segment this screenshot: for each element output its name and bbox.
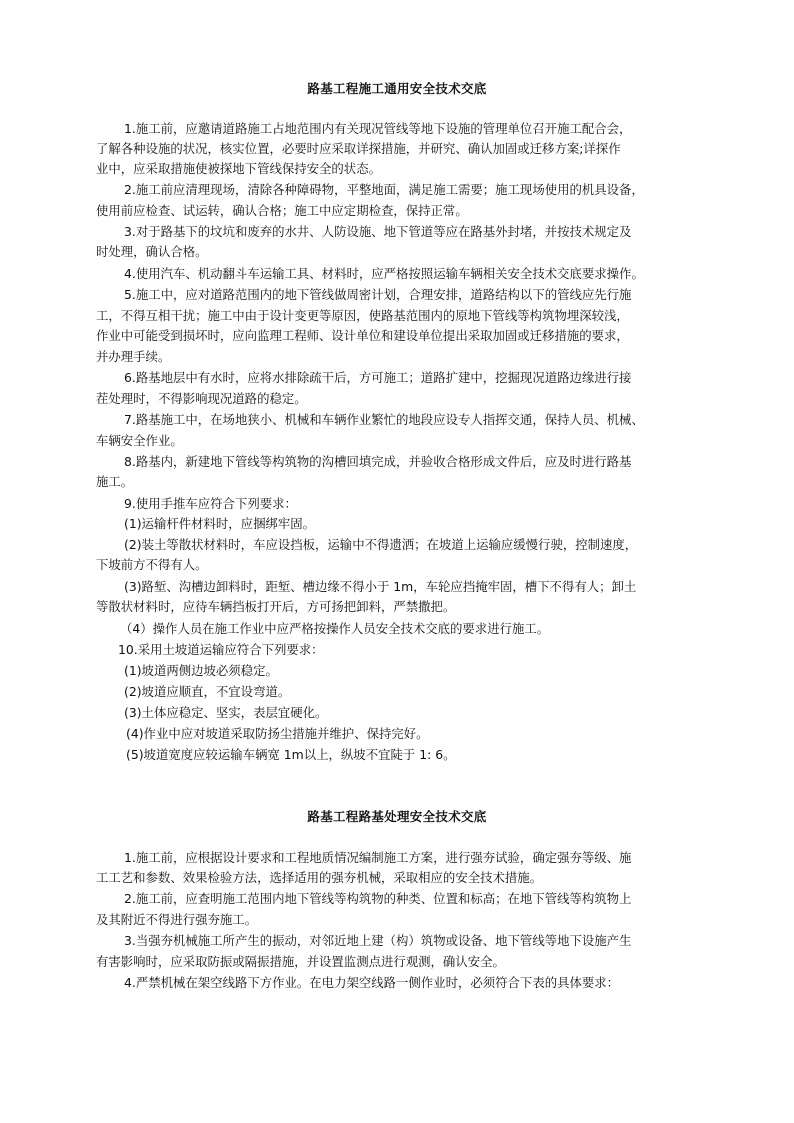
text-line: 时处理，确认合格。 bbox=[96, 244, 208, 259]
text-line: (3)土体应稳定、坚实，表层宜硬化。 bbox=[124, 705, 328, 720]
text-line: 了解各种设施的状况，核实位置，必要时应采取详探措施，并研究、确认加固或迁移方案;详探作 bbox=[96, 141, 621, 156]
text-line: 有害影响时，应采取防振或隔振措施，并设置监测点进行观测，确认安全。 bbox=[96, 954, 505, 969]
text-line: 8.路基内，新建地下管线等构筑物的沟槽回填完成，并验收合格形成文件后，应及时进行路基 bbox=[124, 454, 632, 469]
text-line: 6.路基地层中有水时，应将水排除疏干后，方可施工；道路扩建中，挖掘现况道路边缘进行接 bbox=[124, 370, 632, 385]
text-line: (1)运输杆件材料时，应捆绑牢固。 bbox=[124, 516, 316, 531]
text-line: 9.使用手推车应符合下列要求： bbox=[124, 496, 297, 511]
text-line: (5)坡道宽度应较运输车辆宽 1m以上，纵坡不宜陡于 1: 6。 bbox=[126, 747, 456, 762]
text-line: (2)坡道应顺直，不宜设弯道。 bbox=[124, 684, 291, 699]
text-line: 并办理手续。 bbox=[96, 349, 171, 364]
text-line: 4.使用汽车、机动翻斗车运输工具、材料时，应严格按照运输车辆相关安全技术交底要求操作。 bbox=[124, 266, 644, 281]
section1-title: 路基工程施工通用安全技术交底 bbox=[307, 81, 487, 96]
text-line: 2.施工前，应查明施工范围内地下管线等构筑物的种类、位置和标高；在地下管线等构筑物上 bbox=[124, 891, 632, 906]
text-line: 茬处理时，不得影响现况道路的稳定。 bbox=[96, 391, 307, 406]
text-line: (1)坡道两侧边坡必须稳定。 bbox=[124, 663, 278, 678]
text-line: 使用前应检查、试运转，确认合格；施工中应定期检查，保持正常。 bbox=[96, 203, 468, 218]
text-line: 下坡前方不得有人。 bbox=[96, 557, 208, 572]
text-line: (3)路堑、沟槽边卸料时，距堑、槽边缘不得小于 1m，车轮应挡掩牢固，槽下不得有人；卸土 bbox=[124, 579, 637, 594]
text-line: 3.当强夯机械施工所产生的振动，对邻近地上建（构）筑物或设备、地下管线等地下设施产生 bbox=[124, 933, 632, 948]
text-line: 5.施工中，应对道路范围内的地下管线做周密计划，合理安排，道路结构以下的管线应先行施 bbox=[124, 287, 632, 302]
text-line: 车辆安全作业。 bbox=[96, 433, 183, 448]
text-line: 及其附近不得进行强夯施工。 bbox=[96, 912, 258, 927]
section2-title: 路基工程路基处理安全技术交底 bbox=[307, 809, 487, 824]
text-line: 4.严禁机械在架空线路下方作业。在电力架空线路一侧作业时，必须符合下表的具体要求： bbox=[124, 975, 620, 990]
text-line: （4）操作人员在施工作业中应严格按操作人员安全技术交底的要求进行施工。 bbox=[120, 621, 550, 636]
text-line: 工工艺和参数、效果检验方法，选择适用的强夯机械，采取相应的安全技术措施。 bbox=[96, 870, 543, 885]
text-line: 3.对于路基下的坟坑和废弃的水井、人防设施、地下管道等应在路基外封堵，并按技术规定及 bbox=[124, 224, 632, 239]
text-line: 业中，应采取措施使被探地下管线保持安全的状态。 bbox=[96, 161, 381, 176]
text-line: (2)装土等散状材料时，车应设挡板，运输中不得遗洒；在坡道上运输应缓慢行驶，控制速度， bbox=[124, 537, 638, 552]
text-line: 作业中可能受到损坏时，应向监理工程师、设计单位和建设单位提出采取加固或迁移措施的要求， bbox=[96, 328, 629, 343]
text-line: 10.采用土坡道运输应符合下列要求： bbox=[118, 642, 324, 657]
text-line: 施工。 bbox=[96, 474, 134, 489]
text-line: 1.施工前，应根据设计要求和工程地质情况编制施工方案，进行强夯试验，确定强夯等级、施 bbox=[124, 850, 632, 865]
text-line: 1.施工前，应邀请道路施工占地范围内有关现况管线等地下设施的管理单位召开施工配合会， bbox=[124, 121, 632, 136]
text-line: 等散状材料时，应待车辆挡板打开后，方可扬把卸料，严禁撒把。 bbox=[96, 599, 456, 614]
text-line: 工，不得互相干扰；施工中由于设计变更等原因，使路基范围内的原地下管线等构筑物埋深较浅， bbox=[96, 308, 629, 323]
text-line: 2.施工前应清理现场，清除各种障碍物，平整地面，满足施工需要；施工现场使用的机具设备， bbox=[124, 182, 644, 197]
text-line: 7.路基施工中，在场地狭小、机械和车辆作业繁忙的地段应设专人指挥交通，保持人员、机械、 bbox=[124, 412, 644, 427]
text-line: (4)作业中应对坡道采取防扬尘措施并维护、保持完好。 bbox=[126, 726, 429, 741]
